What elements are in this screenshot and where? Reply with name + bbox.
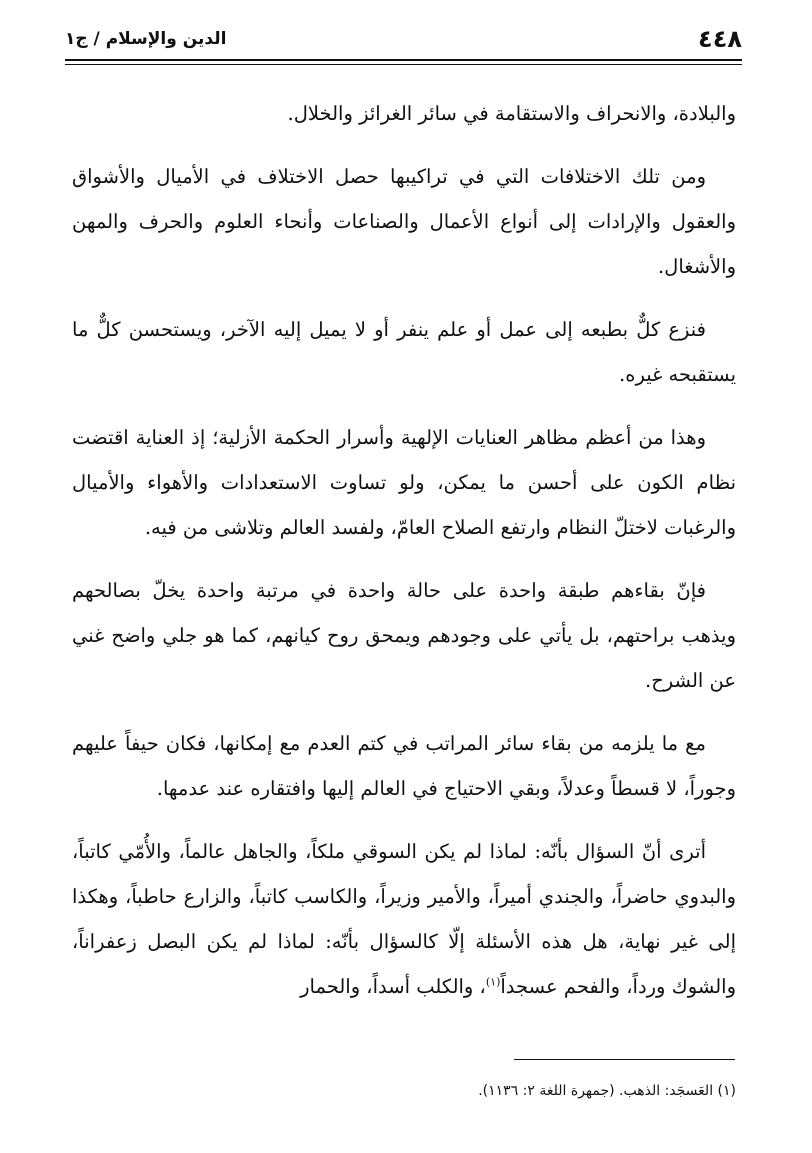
paragraph	[72, 307, 736, 397]
paragraph-text: وهذا من أعظم مظاهر العنايات الإلهية وأسرار الحكمة الأزلية؛ إذ العناية اقتضت نظام الكون على أحسن ما يمكن، ولو تساوت الاستعدادات والأهواء والأميال والرغبات لاختلّ النظام وارتفع الصلاح العامّ، ولفسد العالم وتلاشى من فيه.	[72, 426, 736, 539]
paragraph-text: والبلادة، والانحراف والاستقامة في سائر الغرائز والخلال.	[287, 102, 736, 125]
footnote-separator	[514, 1059, 735, 1060]
paragraph-text: مع ما يلزمه من بقاء سائر المراتب في كتم العدم مع إمكانها، فكان حيفاً عليهم وجوراً، لا قسطاً وعدلاً، وبقي الاحتياج في العالم إليها وافتقاره عند عدمها.	[72, 732, 736, 800]
header-rule-thin	[65, 64, 742, 65]
paragraph	[72, 91, 736, 136]
paragraph-text: فنزع كلٌّ بطبعه إلى عمل أو علم ينفر أو لا يميل إليه الآخر، ويستحسن كلٌّ ما يستقبحه غيره.	[72, 318, 736, 386]
page-number: ٤٤٨	[698, 25, 742, 53]
paragraph-text: أترى أنّ السؤال بأنّه: لماذا لم يكن السوقي ملكاً، والجاهل عالماً، والأُمّي كاتباً، والبدوي حاضراً، والجندي أميراً، والأمير وزيراً، والكاسب كاتباً، والزارع حاطباً، وهكذا إلى غير نهاية، هل هذه الأسئلة إلّا كالسؤال بأنّه: لماذا لم يكن البصل زعفراناً، والشوك ورداً، والفحم عسجداً	[72, 840, 736, 998]
paragraph	[72, 154, 736, 289]
header-rule-thick	[65, 59, 742, 61]
page-header	[65, 24, 742, 54]
running-title: الدين والإسلام / ج١	[65, 29, 227, 49]
paragraph-text: ومن تلك الاختلافات التي في تراكيبها حصل الاختلاف في الأميال والأشواق والعقول والإرادات إلى أنواع الأعمال والصناعات وأنحاء العلوم والحرف والمهن والأشغال.	[72, 165, 736, 278]
paragraph	[72, 721, 736, 811]
paragraph-text-continued: ، والكلب أسداً، والحمار	[300, 975, 486, 998]
footnote	[72, 1080, 736, 1102]
paragraph	[72, 568, 736, 703]
paragraph-text: فإنّ بقاءهم طبقة واحدة على حالة واحدة في مرتبة واحدة يخلّ بصالحهم ويذهب براحتهم، بل يأتي على وجودهم ويمحق روح كيانهم، كما هو جلي واضح غني عن الشرح.	[72, 579, 736, 692]
paragraph	[72, 415, 736, 550]
footnote-text: (١) العَسجَد: الذهب. (جمهرة اللغة ٢: ١١٣٦).	[478, 1083, 736, 1099]
footnote-reference: (١)	[485, 975, 501, 989]
paragraph	[72, 829, 736, 1009]
body-text	[72, 91, 736, 1027]
